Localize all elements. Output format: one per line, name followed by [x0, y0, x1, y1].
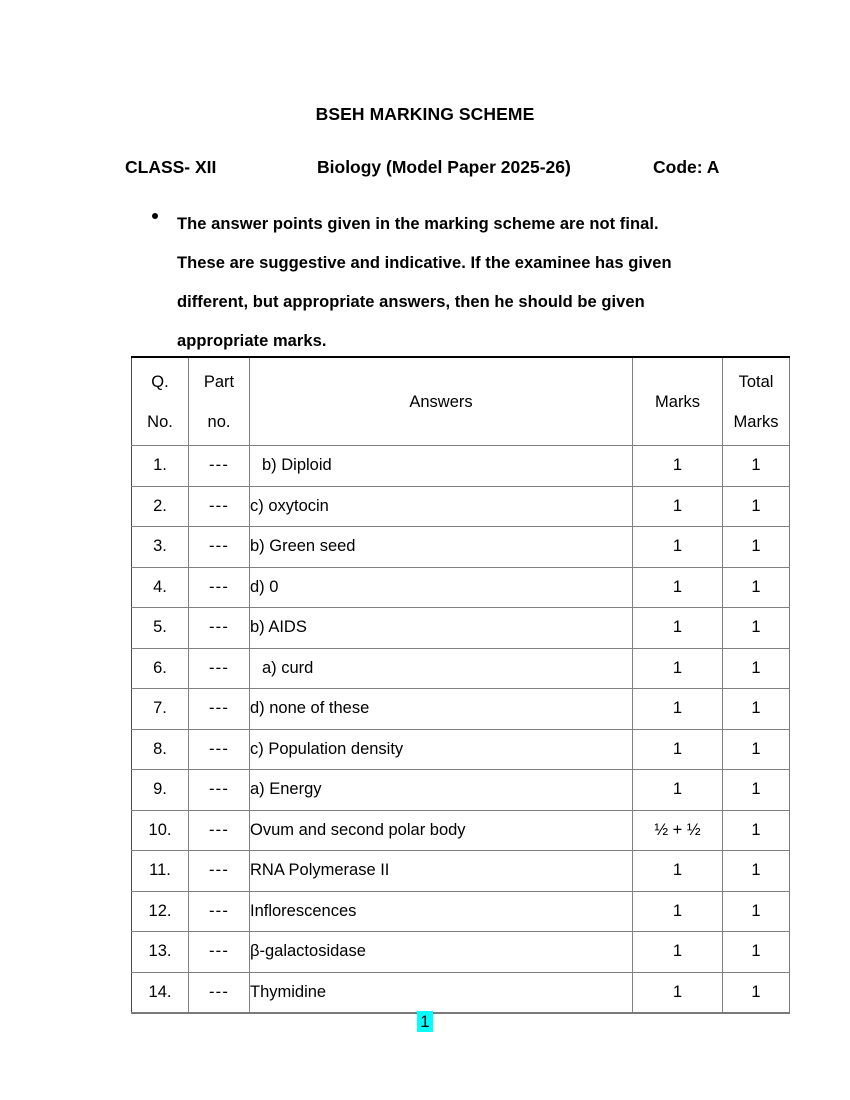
header-part-no	[189, 357, 250, 446]
cell-q-no: 2.	[132, 486, 189, 527]
cell-answer: c) oxytocin	[250, 486, 633, 527]
table-row	[132, 567, 790, 608]
subject-label: Biology (Model Paper 2025-26)	[317, 157, 571, 177]
header-part-no-line1: Part	[203, 372, 235, 391]
cell-total-marks: 1	[723, 486, 790, 527]
note-line-1: The answer points given in the marking scheme are not final.	[177, 215, 659, 233]
cell-total-marks: 1	[723, 608, 790, 649]
cell-q-no: 13.	[132, 932, 189, 973]
cell-total-marks: 1	[723, 891, 790, 932]
cell-part-no: ---	[189, 932, 250, 973]
cell-total-marks: 1	[723, 932, 790, 973]
cell-part-no: ---	[189, 972, 250, 1013]
cell-answer: b) Diploid	[250, 446, 633, 487]
header-answers: Answers	[250, 357, 633, 446]
cell-marks: 1	[633, 770, 723, 811]
page-number-value: 1	[417, 1011, 432, 1032]
class-label: CLASS- XII	[125, 157, 217, 177]
table-row	[132, 689, 790, 730]
table-row	[132, 608, 790, 649]
cell-answer: d) 0	[250, 567, 633, 608]
cell-answer: Ovum and second polar body	[250, 810, 633, 851]
cell-marks: 1	[633, 527, 723, 568]
cell-total-marks: 1	[723, 851, 790, 892]
cell-answer: d) none of these	[250, 689, 633, 730]
cell-part-no: ---	[189, 648, 250, 689]
cell-q-no: 7.	[132, 689, 189, 730]
cell-answer: c) Population density	[250, 729, 633, 770]
table-header-row	[132, 357, 790, 446]
cell-marks: 1	[633, 729, 723, 770]
cell-marks: 1	[633, 689, 723, 730]
cell-part-no: ---	[189, 567, 250, 608]
instruction-note-text	[177, 205, 722, 361]
table-row	[132, 810, 790, 851]
cell-total-marks: 1	[723, 770, 790, 811]
table-row	[132, 972, 790, 1013]
table-row	[132, 648, 790, 689]
cell-marks: 1	[633, 851, 723, 892]
table-row	[132, 932, 790, 973]
cell-answer: β-galactosidase	[250, 932, 633, 973]
cell-part-no: ---	[189, 729, 250, 770]
cell-part-no: ---	[189, 527, 250, 568]
cell-part-no: ---	[189, 891, 250, 932]
cell-part-no: ---	[189, 486, 250, 527]
cell-total-marks: 1	[723, 446, 790, 487]
header-q-no	[132, 357, 189, 446]
marking-scheme-table	[131, 356, 790, 1014]
header-marks: Marks	[633, 357, 723, 446]
cell-marks: 1	[633, 891, 723, 932]
cell-total-marks: 1	[723, 689, 790, 730]
cell-q-no: 9.	[132, 770, 189, 811]
cell-q-no: 14.	[132, 972, 189, 1013]
cell-answer: Thymidine	[250, 972, 633, 1013]
header-q-no-line1: Q.	[151, 372, 169, 391]
cell-q-no: 12.	[132, 891, 189, 932]
cell-total-marks: 1	[723, 648, 790, 689]
bullet-icon	[152, 213, 158, 219]
cell-marks: 1	[633, 567, 723, 608]
cell-total-marks: 1	[723, 527, 790, 568]
cell-q-no: 5.	[132, 608, 189, 649]
page-title: BSEH MARKING SCHEME	[315, 104, 535, 124]
cell-q-no: 10.	[132, 810, 189, 851]
cell-q-no: 4.	[132, 567, 189, 608]
header-total-marks-line2: Marks	[733, 412, 779, 431]
cell-marks: 1	[633, 486, 723, 527]
table-row	[132, 729, 790, 770]
note-line-3: different, but appropriate answers, then he should be given	[177, 293, 645, 311]
cell-part-no: ---	[189, 770, 250, 811]
table-row	[132, 770, 790, 811]
cell-q-no: 11.	[132, 851, 189, 892]
cell-marks: 1	[633, 972, 723, 1013]
cell-marks: 1	[633, 608, 723, 649]
table-row	[132, 891, 790, 932]
cell-part-no: ---	[189, 608, 250, 649]
cell-total-marks: 1	[723, 810, 790, 851]
code-label: Code: A	[653, 157, 720, 177]
cell-part-no: ---	[189, 810, 250, 851]
document-subheader	[125, 157, 725, 181]
cell-q-no: 8.	[132, 729, 189, 770]
header-total-marks	[723, 357, 790, 446]
cell-answer: a) curd	[250, 648, 633, 689]
cell-marks: ½ + ½	[633, 810, 723, 851]
table-row	[132, 527, 790, 568]
cell-part-no: ---	[189, 851, 250, 892]
cell-answer: Inflorescences	[250, 891, 633, 932]
note-line-2: These are suggestive and indicative. If the examinee has given	[177, 254, 672, 272]
header-q-no-line2: No.	[147, 412, 173, 431]
cell-answer: RNA Polymerase II	[250, 851, 633, 892]
cell-q-no: 6.	[132, 648, 189, 689]
header-part-no-line2: no.	[207, 412, 231, 431]
cell-total-marks: 1	[723, 972, 790, 1013]
note-line-4: appropriate marks.	[177, 332, 327, 350]
table-body	[132, 357, 790, 1013]
header-total-marks-line1: Total	[738, 372, 774, 391]
table-row	[132, 446, 790, 487]
cell-total-marks: 1	[723, 567, 790, 608]
table-row	[132, 486, 790, 527]
cell-marks: 1	[633, 932, 723, 973]
cell-answer: a) Energy	[250, 770, 633, 811]
page-number	[0, 1012, 850, 1032]
cell-part-no: ---	[189, 689, 250, 730]
cell-total-marks: 1	[723, 729, 790, 770]
cell-answer: b) AIDS	[250, 608, 633, 649]
cell-marks: 1	[633, 446, 723, 487]
cell-part-no: ---	[189, 446, 250, 487]
cell-q-no: 3.	[132, 527, 189, 568]
cell-marks: 1	[633, 648, 723, 689]
cell-answer: b) Green seed	[250, 527, 633, 568]
cell-q-no: 1.	[132, 446, 189, 487]
instruction-note	[152, 205, 722, 361]
table-row	[132, 851, 790, 892]
